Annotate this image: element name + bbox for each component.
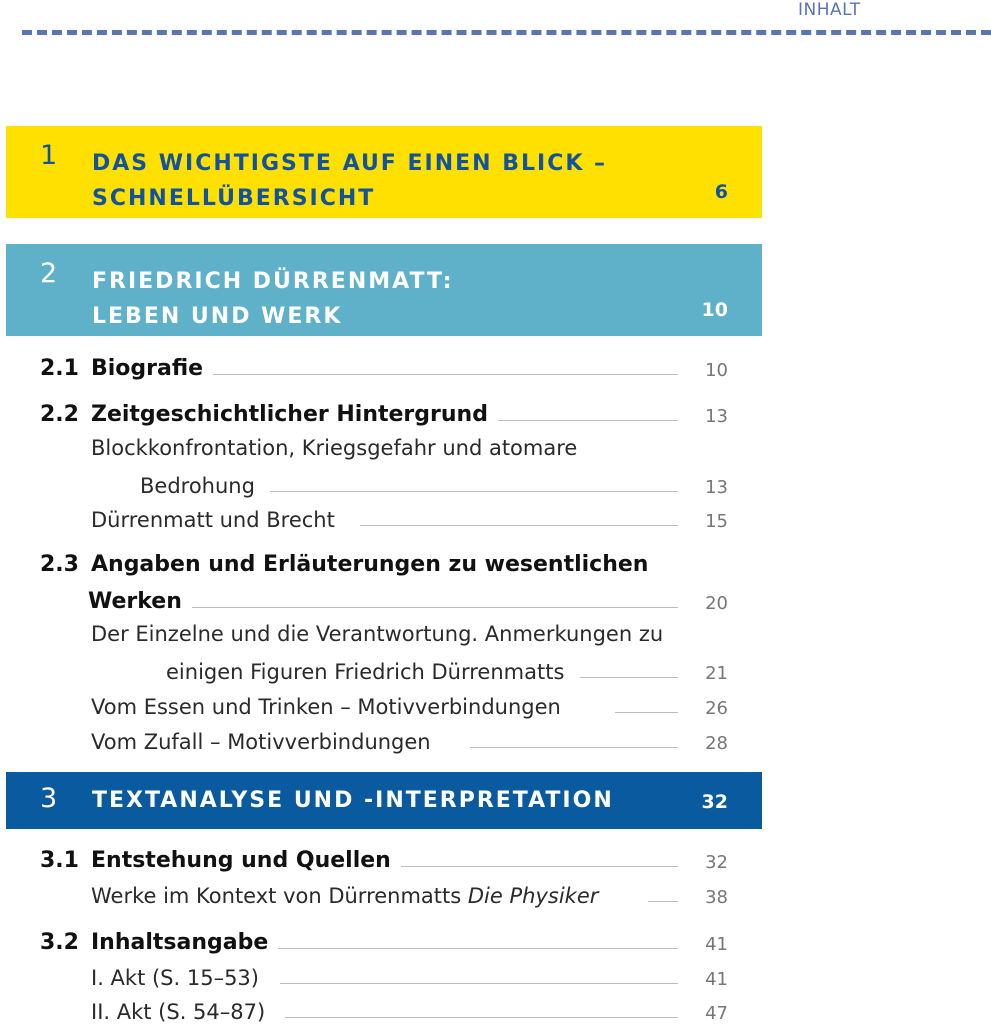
- toc-entry-label: [40, 402, 498, 427]
- toc-entry-label: Bedrohung: [140, 474, 265, 498]
- chapter-title-line2: LEBEN UND WERK: [92, 304, 343, 329]
- toc-entry-label: einigen Figuren Friedrich Dürrenmatts: [166, 660, 574, 684]
- chapter-title-line1: FRIEDRICH DÜRRENMATT:: [92, 269, 454, 294]
- toc-entry-2-3-a[interactable]: [0, 655, 740, 689]
- section-number: 3.2: [40, 930, 79, 955]
- dot-leader: [285, 1017, 678, 1018]
- dot-leader: [265, 948, 678, 949]
- section-title-line1: Angaben und Erläuterungen zu wesentlichen: [91, 552, 649, 577]
- toc-entry-label: Vom Essen und Trinken – Motivverbindungen: [91, 695, 571, 719]
- chapter-3-banner[interactable]: [6, 772, 762, 829]
- chapter-page: 6: [714, 181, 728, 203]
- toc-entry-3-2-a[interactable]: [0, 961, 740, 995]
- toc-entry-2-3[interactable]: [0, 585, 740, 619]
- toc-entry-2-2[interactable]: [0, 398, 740, 432]
- toc-entry-3-2[interactable]: [0, 926, 740, 960]
- toc-entry-2-1[interactable]: [0, 352, 740, 386]
- toc-entry-2-3-a-line1: Der Einzelne und die Verantwortung. Anmerkungen zu: [91, 622, 664, 646]
- dot-leader: [648, 901, 678, 902]
- section-number: 2.1: [40, 356, 79, 381]
- chapter-title-line1: DAS WICHTIGSTE AUF EINEN BLICK –: [92, 151, 608, 176]
- toc-entry-label: II. Akt (S. 54–87): [91, 1000, 275, 1024]
- toc-entry-2-3-c[interactable]: [0, 725, 740, 759]
- section-title: Biografie: [91, 356, 204, 381]
- dot-leader: [270, 491, 678, 492]
- toc-entry-page: 26: [705, 698, 728, 719]
- toc-entry-2-2-a[interactable]: [0, 469, 740, 503]
- header-rule: [22, 30, 991, 35]
- section-title: Inhaltsangabe: [91, 930, 269, 955]
- dot-leader: [360, 525, 678, 526]
- chapter-number: 1: [40, 140, 58, 171]
- toc-entry-page: 13: [705, 406, 728, 427]
- dot-leader: [580, 677, 678, 678]
- entry-title-italic: Die Physiker: [467, 884, 599, 908]
- toc-entry-2-2-a-line1: Blockkonfrontation, Kriegsgefahr und atomare: [91, 436, 578, 460]
- dot-leader: [280, 983, 678, 984]
- toc-entry-page: 41: [705, 934, 728, 955]
- toc-entry-page: 13: [705, 477, 728, 498]
- chapter-1-banner[interactable]: [6, 126, 762, 218]
- running-head: INHALT: [798, 0, 861, 20]
- section-title: Entstehung und Quellen: [91, 848, 391, 873]
- toc-entry-label: Vom Zufall – Motivverbindungen: [91, 730, 441, 754]
- toc-entry-3-1-a[interactable]: [0, 879, 740, 913]
- dot-leader: [615, 712, 678, 713]
- section-title: Zeitgeschichtlicher Hintergrund: [91, 402, 488, 427]
- toc-entry-label: [91, 884, 608, 908]
- toc-entry-page: 41: [705, 969, 728, 990]
- toc-entry-label: Werken: [88, 589, 192, 614]
- toc-entry-2-2-b[interactable]: [0, 503, 740, 537]
- toc-entry-3-1[interactable]: [0, 844, 740, 878]
- toc-entry-2-3-line1: [40, 552, 648, 577]
- toc-entry-label: [40, 930, 278, 955]
- toc-entry-page: 32: [705, 852, 728, 873]
- section-number: 2.2: [40, 402, 79, 427]
- toc-entry-page: 20: [705, 593, 728, 614]
- toc-entry-2-3-b[interactable]: [0, 690, 740, 724]
- chapter-title: [92, 146, 692, 216]
- dot-leader: [470, 747, 678, 748]
- toc-entry-label: I. Akt (S. 15–53): [91, 966, 269, 990]
- dot-leader: [210, 374, 678, 375]
- dot-leader: [385, 866, 678, 867]
- toc-entry-page: 21: [705, 663, 728, 684]
- toc-entry-page: 47: [705, 1003, 728, 1024]
- section-number: 3.1: [40, 848, 79, 873]
- chapter-page: 32: [701, 791, 728, 813]
- chapter-title-line2: SCHNELLÜBERSICHT: [92, 186, 376, 211]
- toc-entry-label: [40, 356, 213, 381]
- entry-title-prefix: Werke im Kontext von Dürrenmatts: [91, 884, 468, 908]
- toc-entry-page: 38: [705, 887, 728, 908]
- toc-entry-page: 15: [705, 511, 728, 532]
- toc-entry-page: 10: [705, 360, 728, 381]
- chapter-number: 2: [40, 258, 58, 289]
- dot-leader: [480, 420, 678, 421]
- chapter-title: [92, 264, 692, 334]
- chapter-title: TEXTANALYSE UND -INTERPRETATION: [92, 788, 614, 813]
- toc-entry-page: 28: [705, 733, 728, 754]
- chapter-page: 10: [701, 299, 728, 321]
- chapter-number: 3: [40, 783, 58, 814]
- section-number: 2.3: [40, 552, 79, 577]
- toc-entry-label: Dürrenmatt und Brecht: [91, 508, 345, 532]
- dot-leader: [190, 607, 678, 608]
- chapter-2-banner[interactable]: [6, 244, 762, 336]
- toc-entry-label: [40, 848, 401, 873]
